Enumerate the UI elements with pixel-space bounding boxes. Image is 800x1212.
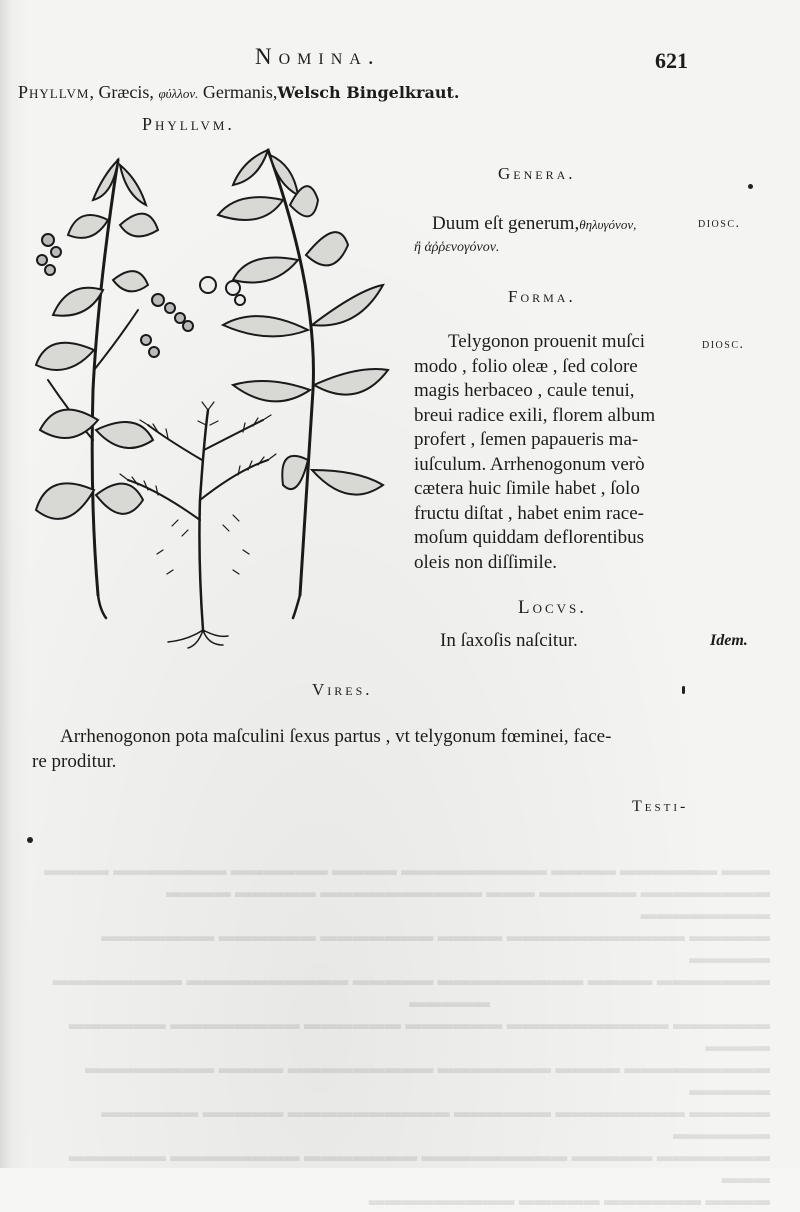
forma-line: profert , ſemen papaueris ma- [414, 429, 639, 450]
german-name: Welsch Bingelkraut. [277, 83, 460, 102]
forma-line: magis herbaceo , caule tenui, [414, 380, 635, 401]
catchword: Testi- [632, 798, 689, 815]
forma-margin-note: diosc. [702, 337, 745, 352]
plant-woodcut-illustration [28, 140, 398, 650]
genera-greek-1: θηλυγόνον, [579, 217, 637, 232]
vires-line: Arrhenogonon pota maſculini ſexus partus , vt telygonum fœminei, face- [60, 726, 612, 747]
locus-margin-note: Idem. [710, 632, 748, 649]
forma-line: Telygonon prouenit muſci [448, 331, 646, 352]
forma-line: moſum quiddam deflorentibus [414, 527, 645, 548]
forma-line: modo , folio oleæ , ſed colore [414, 355, 638, 377]
latin-name: Phyllvm [18, 82, 90, 102]
forma-line: fructu diſtat , habet enim race- [414, 502, 645, 524]
ink-speck [27, 837, 33, 843]
genera-line-1 [432, 212, 636, 237]
ink-speck [682, 686, 685, 694]
genera-text: Duum eſt generum, [432, 213, 580, 234]
locus-text: In ſaxoſis naſcitur. [440, 630, 578, 651]
german-label: Germanis, [202, 82, 278, 102]
forma-paragraph [414, 330, 714, 575]
forma-line: breui radice exili, florem album [414, 404, 656, 426]
genera-margin-note: diosc. [698, 216, 741, 231]
greek-name: φύλλον. [158, 86, 199, 101]
genera-greek-2: ἢ ἀῤῥενογόνον. [414, 240, 500, 255]
page-number: 621 [655, 48, 688, 73]
forma-line: cætera huic ſimile habet , ſolo [414, 478, 640, 499]
ink-speck [748, 184, 753, 189]
forma-heading: Forma. [508, 287, 576, 306]
names-line [18, 82, 459, 103]
running-head: Nomina. [255, 44, 381, 69]
genera-heading: Genera. [498, 164, 576, 183]
plant-caption: Phyllvm. [142, 114, 235, 134]
greek-label: , Græcis, [89, 82, 154, 102]
bleed-through-text: ▬▬▬ ▬▬▬▬▬▬ ▬▬▬▬ ▬▬▬▬▬▬▬▬▬ ▬▬▬▬ ▬▬▬▬▬▬ ▬▬▬▬▬▬▬ ▬▬▬▬ ▬▬▬▬▬▬▬▬ ▬▬▬▬▬▬ ▬▬▬ ▬▬▬▬▬▬▬▬▬▬ ▬▬▬▬▬ ▬▬▬▬ ▬▬▬▬▬▬▬▬ ▬▬▬▬▬ ▬▬▬▬▬▬▬▬▬▬▬ ▬▬▬▬ ▬▬▬▬▬▬▬ ▬▬▬▬▬▬ ▬▬▬▬▬▬▬ ▬▬▬▬▬ ▬▬▬▬▬▬▬ ▬▬▬▬ ▬▬▬▬▬▬▬▬▬ ▬▬▬▬▬ ▬▬▬▬▬▬▬▬▬▬ ▬▬▬▬▬▬▬▬ ▬▬▬▬▬ ▬▬▬▬▬▬ ▬▬▬▬▬▬▬▬▬▬ ▬▬▬▬▬▬ ▬▬▬▬▬▬ ▬▬▬▬▬▬▬▬ ▬▬▬▬▬▬ ▬▬▬▬ ▬▬▬▬▬▬▬▬▬ ▬▬▬▬ ▬▬▬▬▬▬▬ ▬▬▬▬▬▬▬▬▬ ▬▬▬▬ ▬▬▬▬▬▬▬▬ ▬▬▬▬▬ ▬▬▬▬▬ ▬▬▬▬▬▬▬▬ ▬▬▬▬▬▬ ▬▬▬▬▬▬▬▬▬▬ ▬▬▬▬▬ ▬▬▬▬▬▬ ▬▬▬▬▬▬ ▬▬▬▬▬▬▬ ▬▬▬▬▬ ▬▬▬▬▬▬▬▬▬ ▬▬▬▬▬▬▬ ▬▬▬▬▬▬▬▬ ▬▬▬▬▬▬ ▬▬▬ ▬▬▬▬ ▬▬▬▬▬▬ ▬▬▬▬▬ ▬▬▬▬▬▬▬▬▬ [44, 862, 770, 1209]
vires-paragraph [32, 724, 720, 774]
locus-heading: Locvs. [518, 597, 588, 618]
vires-heading: Vires. [312, 680, 373, 699]
forma-line: oleis non diſſimile. [414, 551, 558, 573]
vires-line: re proditur. [32, 751, 117, 772]
forma-line: iuſculum. Arrhenogonum verò [414, 453, 645, 475]
